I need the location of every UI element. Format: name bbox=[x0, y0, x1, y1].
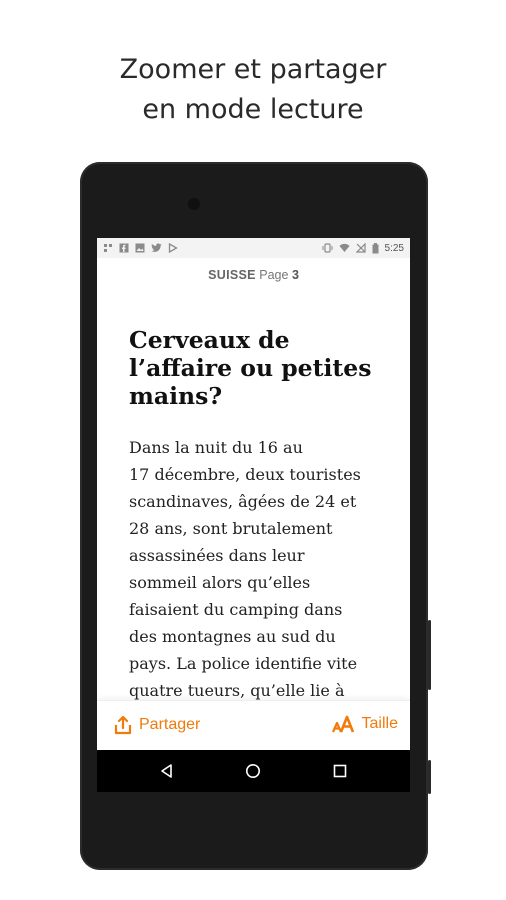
text-size-icon bbox=[332, 715, 356, 733]
title-line: Cerveaux de bbox=[129, 326, 290, 354]
play-store-icon bbox=[168, 243, 178, 253]
text-size-button[interactable] bbox=[332, 715, 398, 733]
share-icon bbox=[113, 715, 133, 735]
article-title bbox=[129, 326, 389, 410]
body-line: pays. La police identifie vite bbox=[129, 654, 358, 673]
body-line: faisaient du camping dans bbox=[129, 600, 343, 619]
system-icons bbox=[322, 243, 404, 254]
front-camera bbox=[188, 198, 200, 210]
body-line: 28 ans, sont brutalement bbox=[129, 519, 333, 538]
page-label: Page bbox=[259, 268, 289, 282]
share-label: Partager bbox=[139, 716, 201, 733]
promo-headline bbox=[0, 50, 506, 130]
article-body[interactable] bbox=[129, 434, 399, 704]
promo-line-2: en mode lecture bbox=[142, 94, 364, 125]
android-navigation-bar bbox=[97, 750, 410, 792]
title-line: l’affaire ou petites bbox=[129, 354, 372, 382]
phone-screen bbox=[97, 238, 410, 792]
size-label: Taille bbox=[361, 715, 398, 732]
home-icon bbox=[245, 763, 261, 779]
no-signal-icon bbox=[356, 243, 366, 253]
app-notification-icon bbox=[103, 243, 113, 253]
body-line: sommeil alors qu’elles bbox=[129, 573, 311, 592]
battery-icon bbox=[372, 243, 379, 254]
body-line: quatre tueurs, qu’elle lie à bbox=[129, 681, 345, 700]
recents-button[interactable] bbox=[331, 762, 349, 780]
image-icon bbox=[135, 243, 145, 253]
body-line: assassinées dans leur bbox=[129, 546, 305, 565]
section-name: SUISSE bbox=[208, 268, 256, 282]
twitter-icon bbox=[151, 243, 162, 253]
page-number: 3 bbox=[291, 268, 299, 282]
home-button[interactable] bbox=[244, 762, 262, 780]
facebook-icon bbox=[119, 243, 129, 253]
section-header bbox=[97, 268, 410, 282]
bottom-toolbar bbox=[97, 700, 410, 751]
body-line: scandinaves, âgées de 24 et bbox=[129, 492, 357, 511]
status-bar bbox=[97, 238, 410, 258]
body-line: des montagnes au sud du bbox=[129, 627, 336, 646]
body-line: 17 décembre, deux touristes bbox=[129, 465, 361, 484]
share-button[interactable] bbox=[113, 715, 200, 735]
phone-power-button bbox=[428, 760, 431, 794]
wifi-icon bbox=[339, 243, 350, 253]
phone-volume-button bbox=[428, 620, 431, 690]
recents-icon bbox=[333, 764, 347, 778]
title-line: mains? bbox=[129, 382, 223, 410]
status-time: 5:25 bbox=[384, 242, 404, 254]
back-icon bbox=[159, 763, 175, 779]
vibrate-icon bbox=[322, 243, 333, 253]
promo-line-1: Zoomer et partager bbox=[119, 54, 387, 85]
back-button[interactable] bbox=[158, 762, 176, 780]
body-line: Dans la nuit du 16 au bbox=[129, 438, 303, 457]
notification-icons bbox=[103, 243, 178, 253]
